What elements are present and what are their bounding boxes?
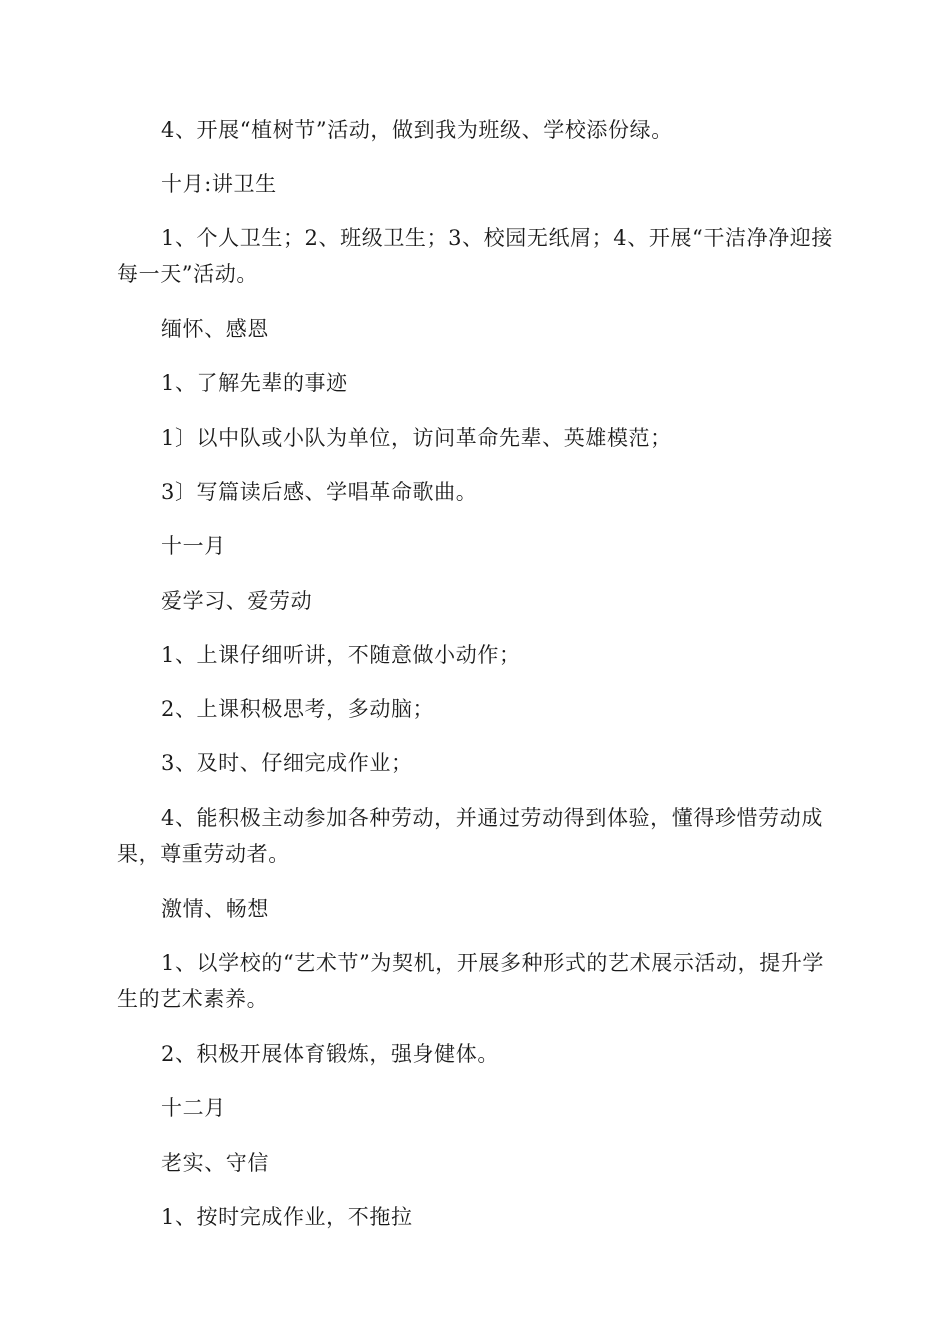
paragraph: 十月:讲卫生	[161, 172, 277, 196]
paragraph: 缅怀、感恩	[161, 317, 269, 341]
paragraph: 1、按时完成作业，不拖拉	[161, 1205, 413, 1229]
paragraph: 2、上课积极思考，多动脑；	[161, 697, 435, 721]
paragraph: 3〕写篇读后感、学唱革命歌曲。	[161, 480, 478, 504]
paragraph: 1、个人卫生；2、班级卫生；3、校园无纸屑；4、开展“干洁净净迎接每一天”活动。	[117, 226, 833, 286]
paragraph: 1〕以中队或小队为单位，访问革命先辈、英雄模范；	[161, 426, 672, 450]
paragraph: 十二月	[161, 1096, 226, 1120]
paragraph: 1、了解先辈的事迹	[161, 371, 348, 395]
paragraph: 爱学习、爱劳动	[161, 589, 313, 613]
paragraph: 4、能积极主动参加各种劳动，并通过劳动得到体验，懂得珍惜劳动成果，尊重劳动者。	[117, 806, 823, 866]
paragraph: 2、积极开展体育锻炼，强身健体。	[161, 1042, 499, 1066]
paragraph: 十一月	[161, 534, 226, 558]
paragraph: 4、开展“植树节”活动，做到我为班级、学校添份绿。	[161, 118, 673, 142]
paragraph: 老实、守信	[161, 1151, 269, 1175]
paragraph: 3、及时、仔细完成作业；	[161, 751, 413, 775]
paragraph: 1、上课仔细听讲，不随意做小动作；	[161, 643, 521, 667]
paragraph: 激情、畅想	[161, 897, 269, 921]
paragraph: 1、以学校的“艺术节”为契机，开展多种形式的艺术展示活动，提升学生的艺术素养。	[117, 951, 825, 1011]
